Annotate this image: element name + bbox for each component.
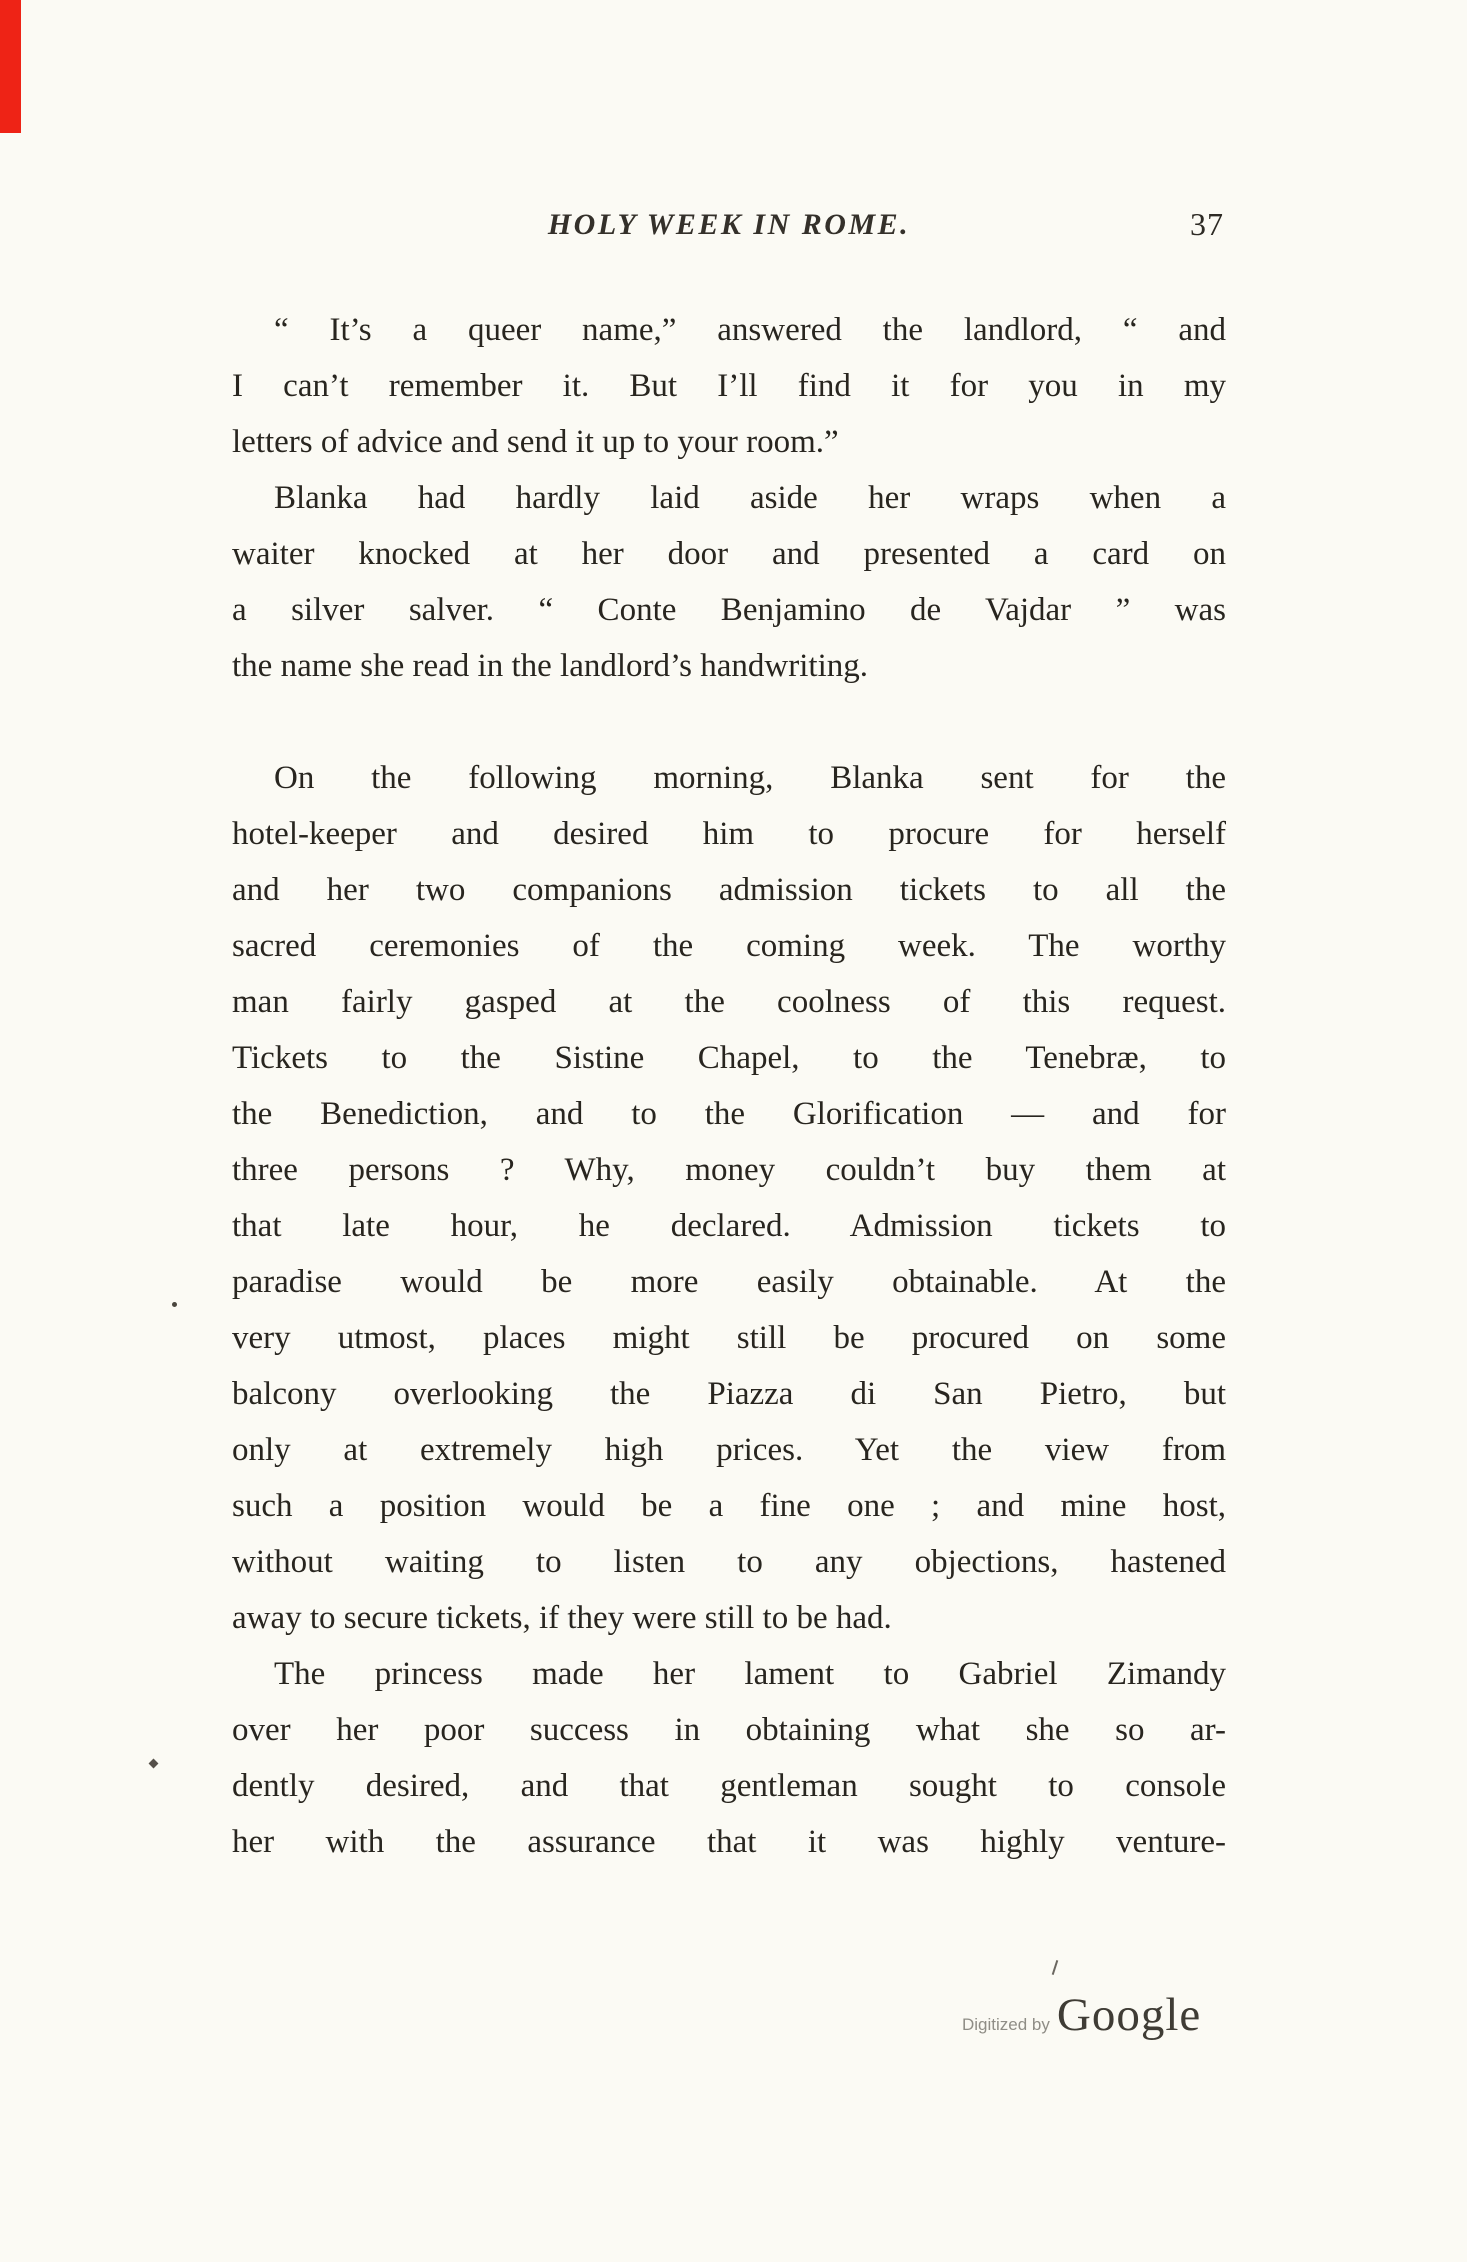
text-line: away to secure tickets, if they were still to be had. (232, 1600, 892, 1636)
page-text-block (232, 208, 1226, 1870)
text-line: waiter knocked at her door and presented a card on (232, 536, 1226, 572)
page-number: 37 (1190, 206, 1224, 242)
text-line: without waiting to listen to any objections, hastened (232, 1544, 1226, 1580)
text-line: her with the assurance that it was highly venture- (232, 1824, 1226, 1860)
text-line: hotel-keeper and desired him to procure for herself (232, 816, 1226, 852)
text-line: over her poor success in obtaining what she so ar- (232, 1712, 1226, 1748)
text-line: very utmost, places might still be procured on some (232, 1320, 1226, 1356)
text-line: letters of advice and send it up to your room.” (232, 424, 839, 460)
text-line: man fairly gasped at the coolness of this request. (232, 984, 1226, 1020)
scan-artifact-stroke (1052, 1960, 1059, 1975)
text-line: and her two companions admission tickets to all the (232, 872, 1226, 908)
google-books-watermark (962, 1988, 1201, 2042)
text-line: Tickets to the Sistine Chapel, to the Tenebræ, to (232, 1040, 1226, 1076)
text-line: paradise would be more easily obtainable. At the (232, 1264, 1226, 1300)
text-line: the Benediction, and to the Glorification — and for (232, 1096, 1226, 1132)
text-line: the name she read in the landlord’s handwriting. (232, 648, 868, 684)
text-line: dently desired, and that gentleman sought to console (232, 1768, 1226, 1804)
running-header (232, 208, 1226, 256)
scan-artifact-red-strip (0, 0, 21, 133)
text-line: a silver salver. “ Conte Benjamino de Vajdar ” was (232, 592, 1226, 628)
text-line: On the following morning, Blanka sent for the (274, 760, 1226, 796)
page-header-title: HOLY WEEK IN ROME. (547, 208, 911, 241)
text-line: three persons ? Why, money couldn’t buy them at (232, 1152, 1226, 1188)
scan-speck-diamond (149, 1759, 159, 1769)
text-line: The princess made her lament to Gabriel Zimandy (274, 1656, 1226, 1692)
text-line: I can’t remember it. But I’ll find it for you in my (232, 368, 1226, 404)
text-line: sacred ceremonies of the coming week. The worthy (232, 928, 1226, 964)
text-line: “ It’s a queer name,” answered the landlord, “ and (274, 312, 1226, 348)
text-line: such a position would be a fine one ; and mine host, (232, 1488, 1226, 1524)
text-line: that late hour, he declared. Admission tickets to (232, 1208, 1226, 1244)
text-line: Blanka had hardly laid aside her wraps when a (274, 480, 1226, 516)
text-line: only at extremely high prices. Yet the view from (232, 1432, 1226, 1468)
digitized-by-label: Digitized by (962, 2015, 1050, 2034)
google-wordmark: Google (1056, 1989, 1202, 2041)
scan-speck-dot (172, 1302, 177, 1307)
body-text (232, 302, 1226, 1870)
text-line: balcony overlooking the Piazza di San Pietro, but (232, 1376, 1226, 1412)
